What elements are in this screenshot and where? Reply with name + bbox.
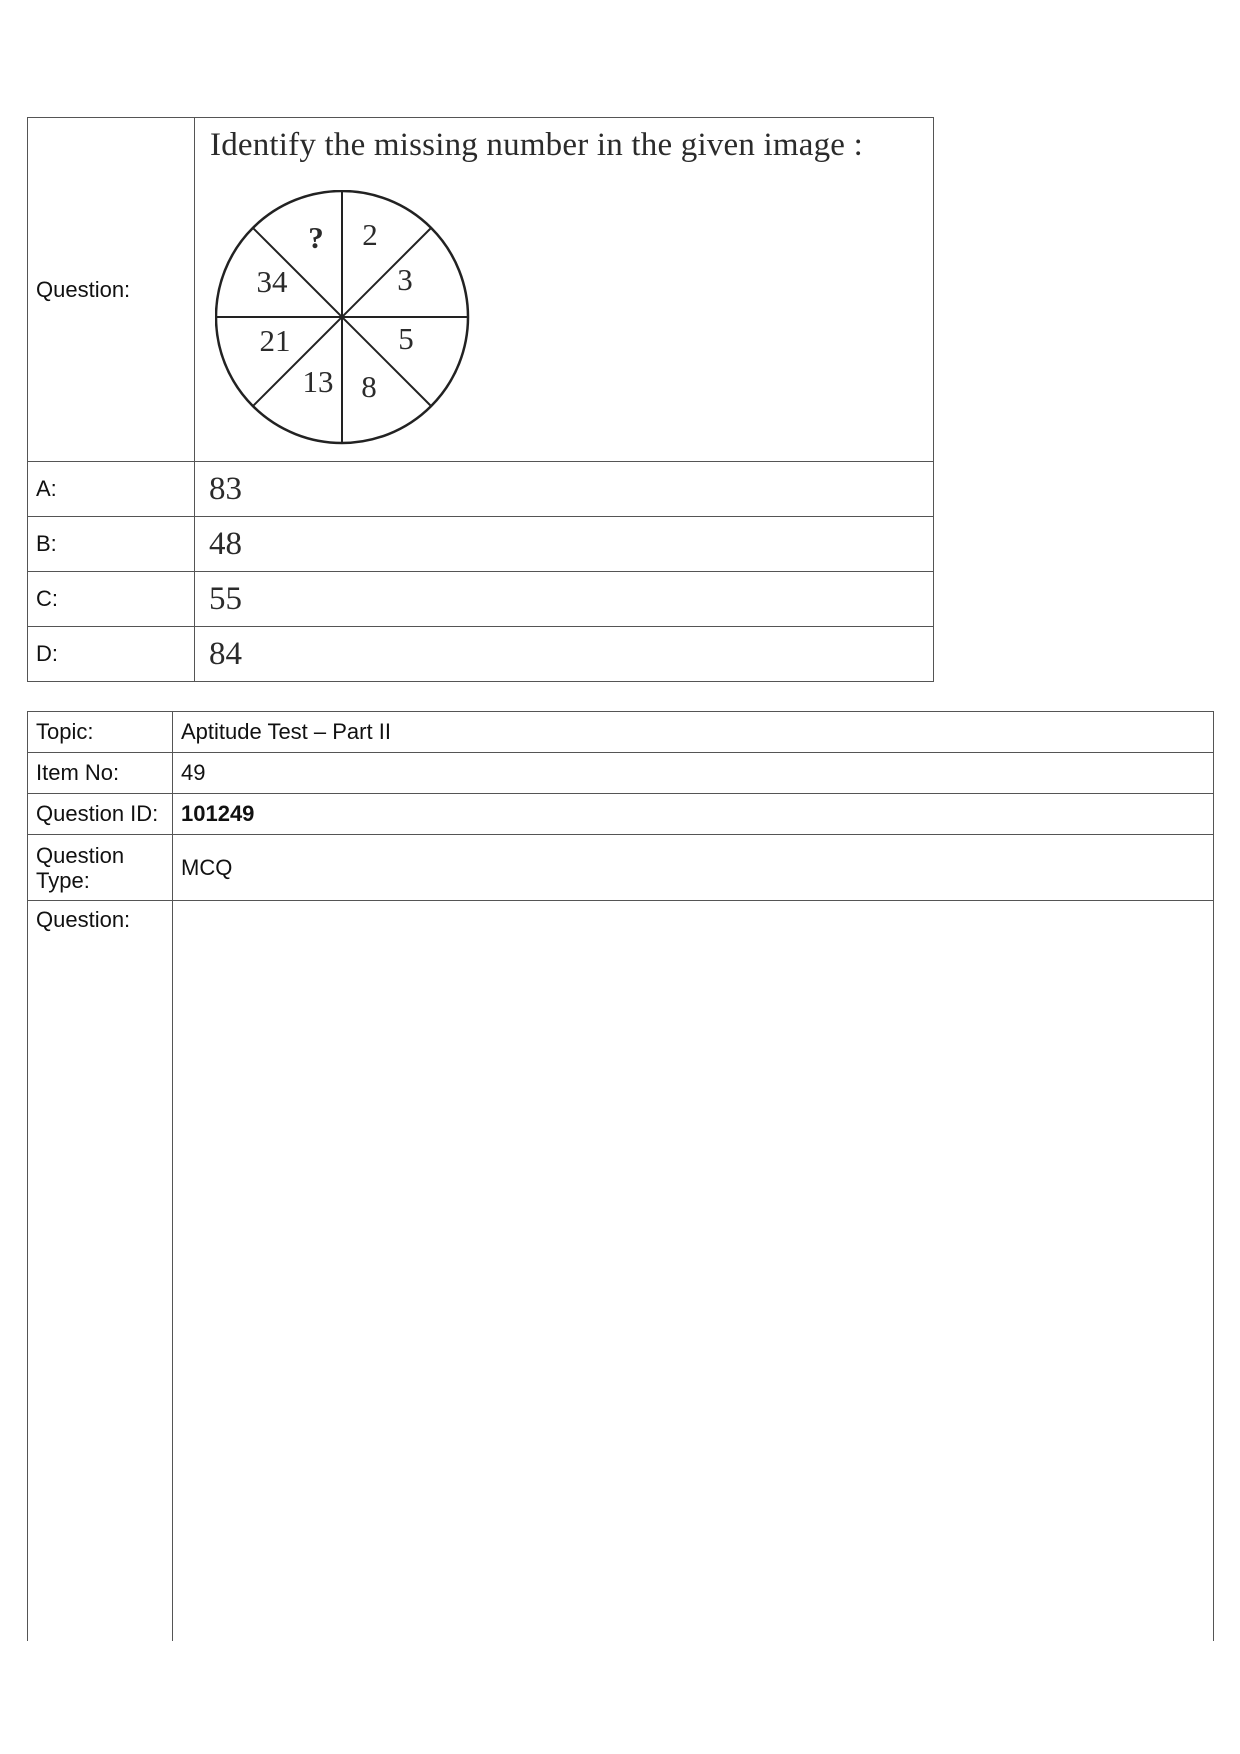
- question-type-label: [28, 835, 173, 901]
- item-no-label: Item No:: [28, 753, 173, 794]
- option-value-a: 83: [209, 470, 242, 507]
- question-label: Question:: [28, 118, 195, 462]
- question-type-label-line2: Type:: [36, 867, 90, 893]
- circle-figure-svg: [215, 190, 475, 450]
- segment-value-1: 2: [362, 217, 378, 252]
- segment-value-3: 5: [398, 321, 414, 356]
- option-label-b: B:: [28, 517, 195, 572]
- item-no-value: 49: [173, 753, 1214, 794]
- question-type-label-line1: Question: [36, 842, 125, 868]
- option-value-b: 48: [209, 525, 242, 562]
- question-type-value: MCQ: [173, 835, 1214, 901]
- option-value-d: 84: [209, 635, 242, 672]
- next-question-label: Question:: [28, 901, 173, 1641]
- option-value-c: 55: [209, 580, 242, 617]
- question-text: Identify the missing number in the given image :: [210, 127, 863, 163]
- option-row-c: [28, 572, 934, 627]
- segment-value-2: 3: [397, 262, 413, 297]
- question-id-label: Question ID:: [28, 794, 173, 835]
- option-label-a: A:: [28, 462, 195, 517]
- metadata-table: [27, 711, 1214, 1641]
- next-question-content: [173, 901, 1214, 1641]
- option-row-b: [28, 517, 934, 572]
- segment-value-6: 21: [259, 323, 291, 358]
- topic-value: Aptitude Test – Part II: [173, 712, 1214, 753]
- question-id-row: [28, 794, 1214, 835]
- segment-value-7: 34: [256, 264, 288, 299]
- question-table: [27, 117, 934, 682]
- circle-figure: [215, 190, 475, 455]
- segment-value-missing: ?: [308, 220, 324, 255]
- option-label-c: C:: [28, 572, 195, 627]
- segment-value-4: 8: [361, 369, 377, 404]
- topic-row: [28, 712, 1214, 753]
- segment-value-5: 13: [302, 364, 334, 399]
- question-row: [28, 118, 934, 462]
- option-label-d: D:: [28, 627, 195, 682]
- next-question-row: [28, 901, 1214, 1641]
- option-row-d: [28, 627, 934, 682]
- question-type-row: [28, 835, 1214, 901]
- option-row-a: [28, 462, 934, 517]
- question-id-value: 101249: [173, 794, 1214, 835]
- item-no-row: [28, 753, 1214, 794]
- topic-label: Topic:: [28, 712, 173, 753]
